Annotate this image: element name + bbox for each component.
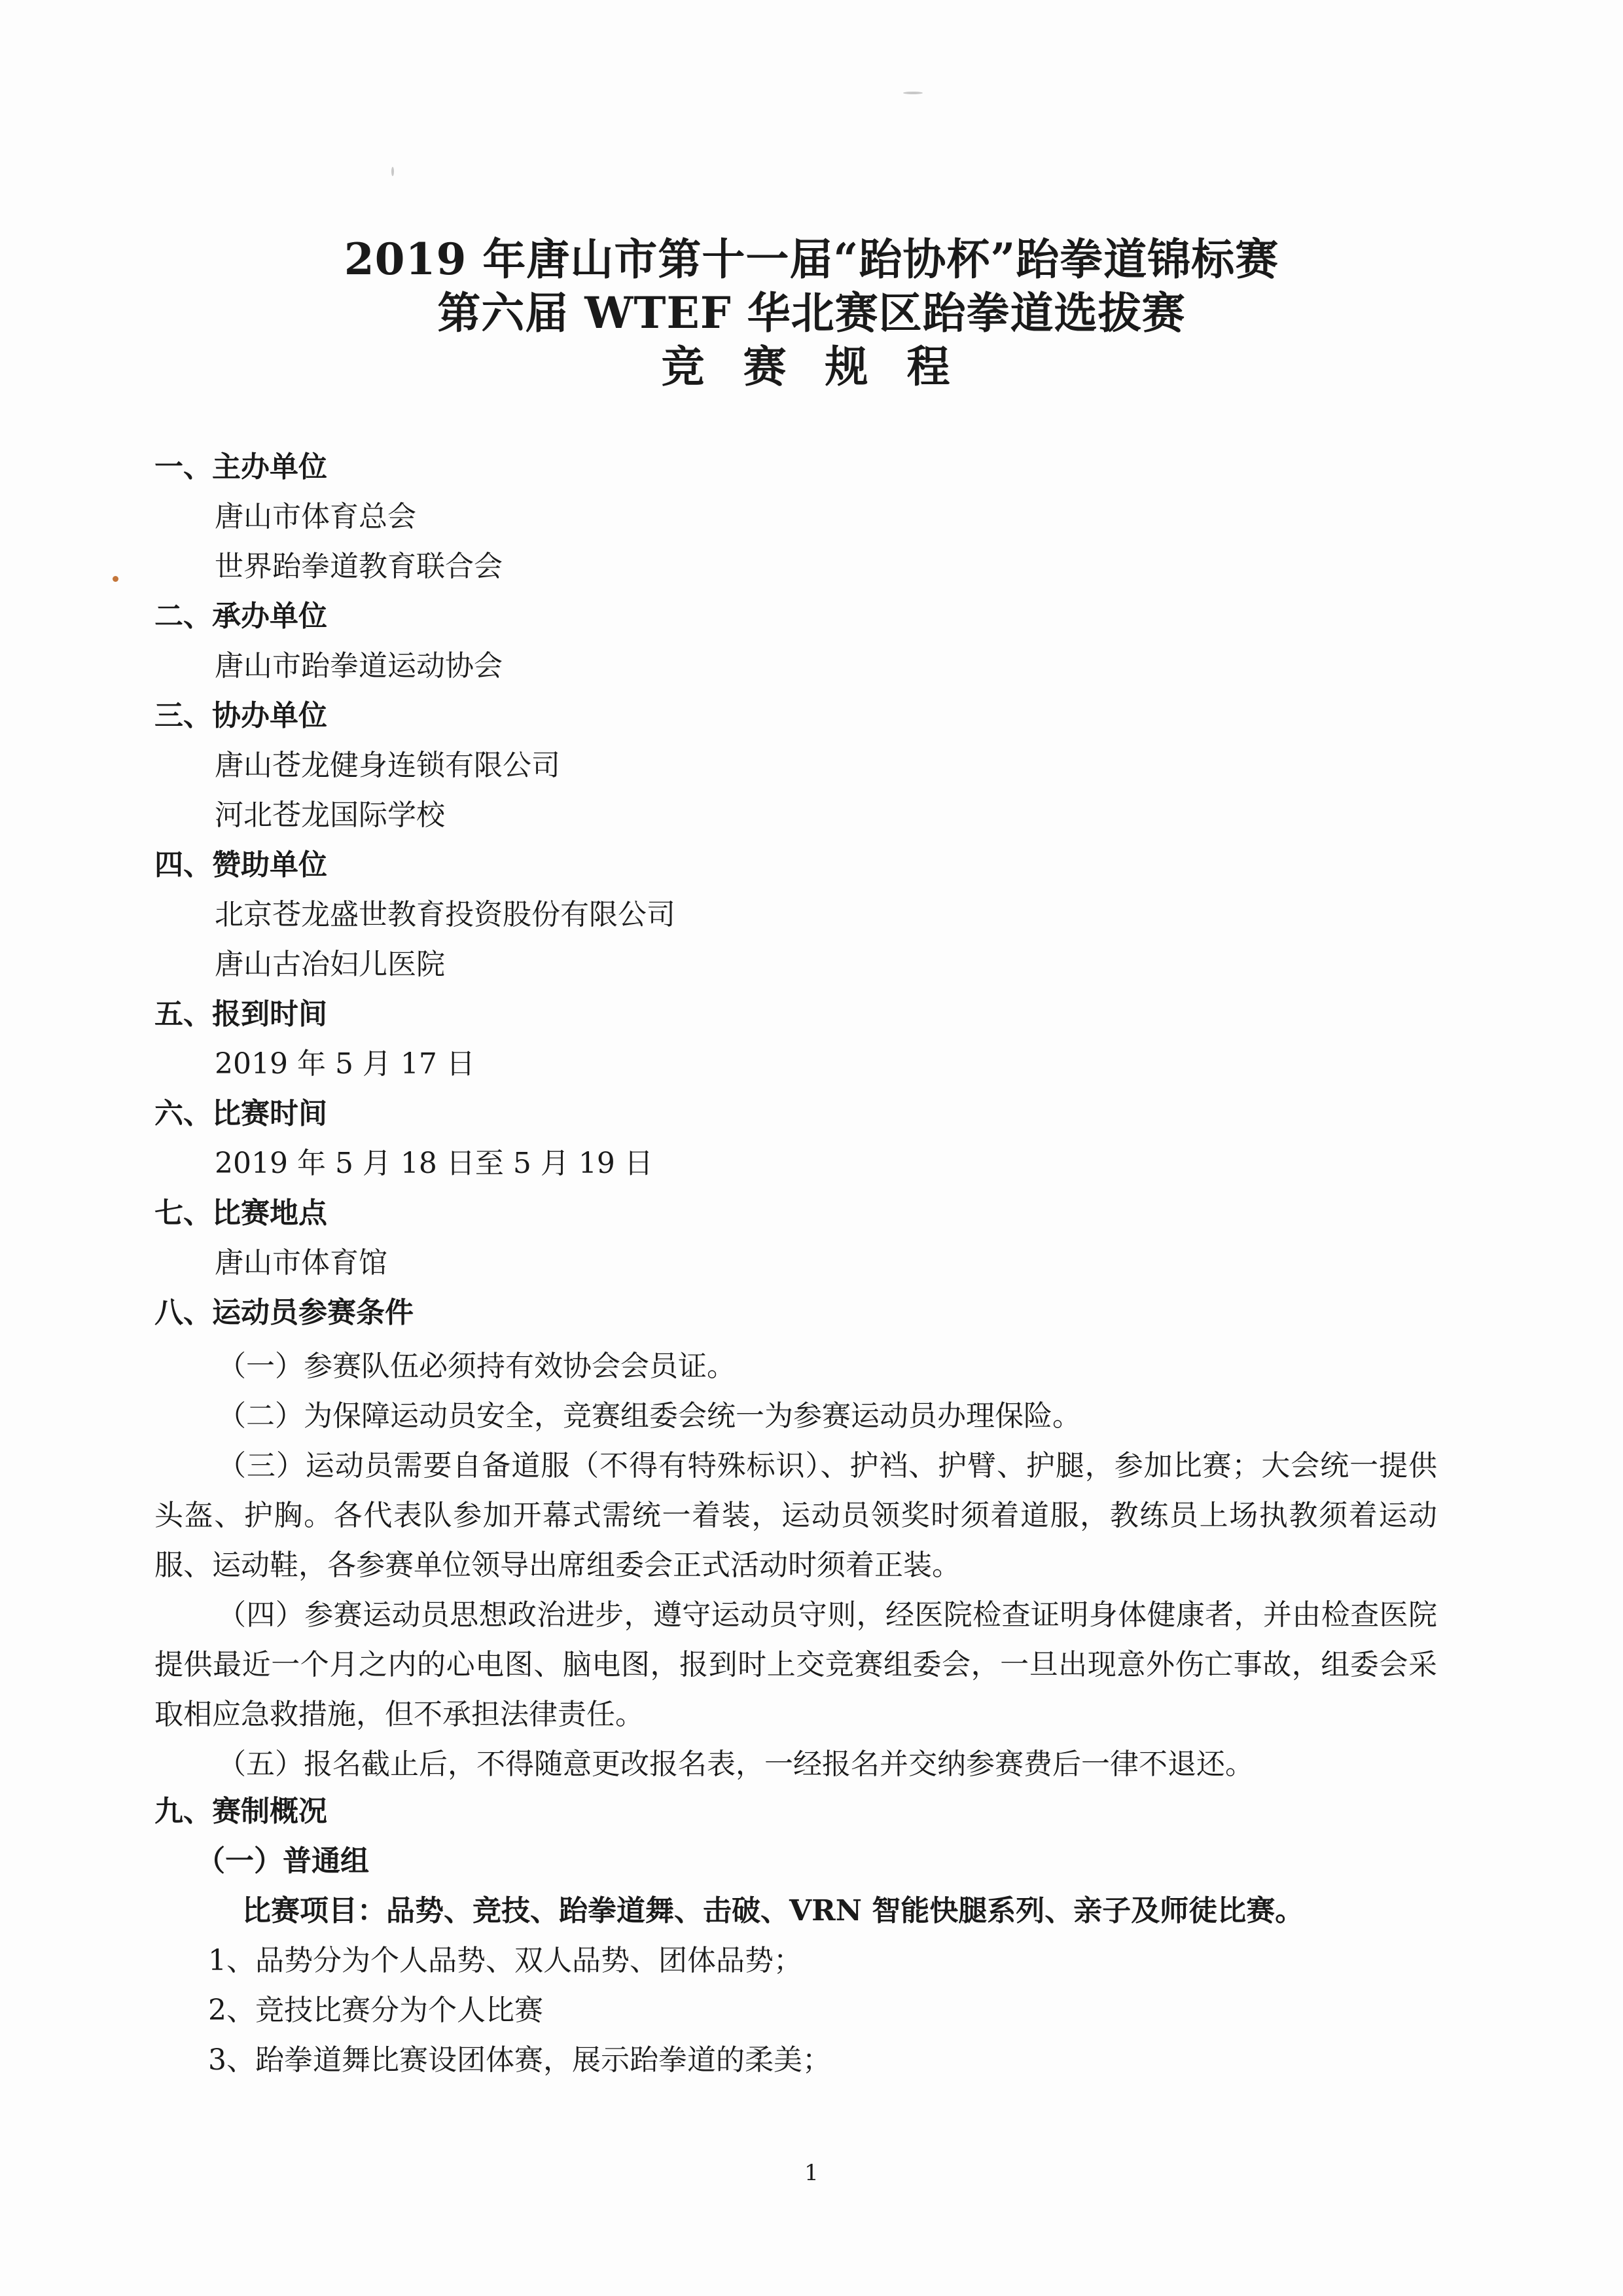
title-line-3: 竞 赛 规 程 [661,341,962,392]
section-item: 唐山市跆拳道运动协会 [215,649,503,683]
section-item: 唐山市体育馆 [215,1246,387,1280]
paragraph: （五）报名截止后，不得随意更改报名表，一经报名并交纳参赛费后一律不退还。 [217,1748,1254,1781]
section-item: 河北苍龙国际学校 [215,798,445,832]
section-heading: 六、比赛时间 [154,1097,327,1130]
section-heading: 九、赛制概况 [154,1795,327,1828]
paragraph: （四）参赛运动员思想政治进步，遵守运动员守则，经医院检查证明身体健康者，并由检查医院提供最近一个月之内的心电图、脑电图，报到时上交竞赛组委会，一旦出现意外伤亡事故，组委会采取相应急救措施，但不承担法律责任。 [154,1598,1437,1731]
section-heading: 四、赞助单位 [154,848,327,882]
numbered-item: 3、跆拳道舞比赛设团体赛，展示跆拳道的柔美； [208,2043,831,2077]
sub-heading: （一）普通组 [196,1844,369,1878]
section-heading: 二、承办单位 [154,600,327,633]
section-item: 唐山苍龙健身连锁有限公司 [215,749,560,782]
section-heading: 八、运动员参赛条件 [154,1296,414,1329]
section-item: 世界跆拳道教育联合会 [215,550,503,583]
section-item: 2019 年 5 月 18 日至 5 月 19 日 [215,1147,653,1180]
paragraph: （二）为保障运动员安全，竞赛组委会统一为参赛运动员办理保险。 [217,1399,1081,1433]
section-heading: 一、主办单位 [154,450,327,484]
numbered-item: 2、竞技比赛分为个人比赛 [208,1994,543,2027]
section-heading: 七、比赛地点 [154,1196,327,1230]
paragraph: （一）参赛队伍必须持有效协会会员证。 [217,1350,736,1383]
title-line-2: 第六届 WTEF 华北赛区跆拳道选拔赛 [437,287,1186,338]
section-heading: 五、报到时间 [154,997,327,1031]
section-item: 2019 年 5 月 17 日 [215,1047,475,1081]
section-heading: 三、协办单位 [154,699,327,732]
numbered-item: 1、品势分为个人品势、双人品势、团体品势； [208,1944,802,1977]
section-item: 北京苍龙盛世教育投资股份有限公司 [215,898,675,931]
title-line-1: 2019 年唐山市第十一届“跆协杯”跆拳道锦标赛 [344,234,1279,285]
competition-items: 比赛项目：品势、竞技、跆拳道舞、击破、VRN 智能快腿系列、亲子及师徒比赛。 [242,1894,1304,1928]
paragraph: （三）运动员需要自备道服（不得有特殊标识）、护裆、护臂、护腿，参加比赛；大会统一提供头盔、护胸。各代表队参加开幕式需统一着装，运动员领奖时须着道服，教练员上场执教须着运动服、运动鞋，各参赛单位领导出席组委会正式活动时须着正装。 [154,1449,1437,1582]
page-number: 1 [804,2160,819,2186]
section-item: 唐山市体育总会 [215,500,416,533]
section-item: 唐山古冶妇儿医院 [215,948,445,981]
